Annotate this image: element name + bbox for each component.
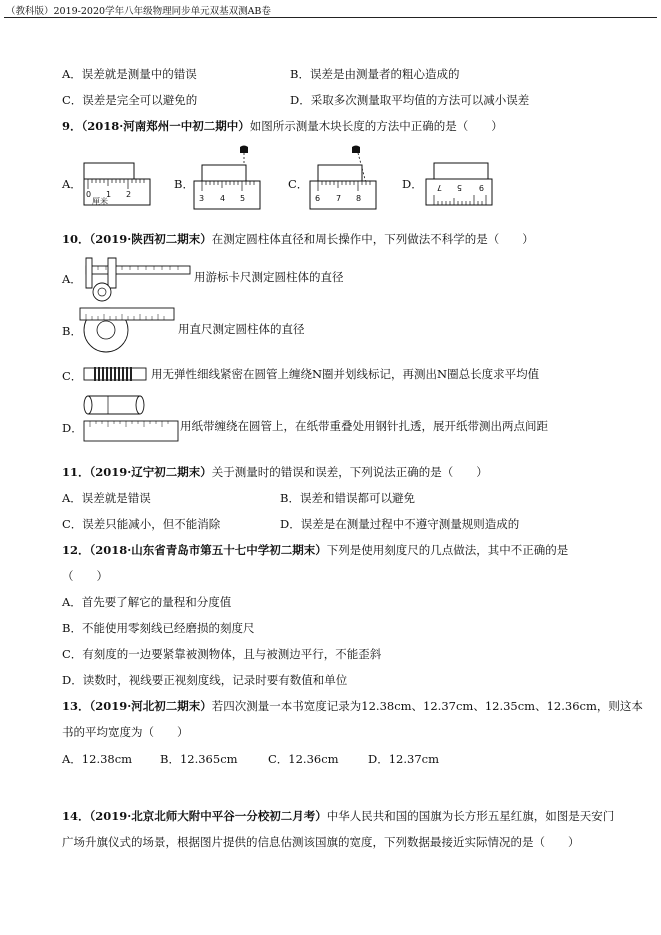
ruler-a-unit: 厘米 xyxy=(92,197,108,206)
q12-answer-blank: （ ） xyxy=(62,569,108,583)
q10-option-b: 用直尺测定圆柱体的直径 xyxy=(178,322,305,336)
q13-source: （2019·河北初二期末） xyxy=(89,699,212,713)
q12-option-d: D．读数时，视线要正视刻度线，记录时要有数值和单位 xyxy=(62,673,348,687)
ruler-d-label-1: 5 xyxy=(456,183,462,192)
q11-stem xyxy=(62,465,488,479)
q10-label-c: C． xyxy=(62,369,83,383)
q8-option-c: C．误差是完全可以避免的 xyxy=(62,93,198,107)
q13-option-a: A．12.38cm xyxy=(62,752,133,766)
q9-text: 如图所示测量木块长度的方法中正确的是（ ） xyxy=(249,119,503,133)
q10-figure-d xyxy=(80,393,180,445)
q10-option-a: 用游标卡尺测定圆柱体的直径 xyxy=(194,270,344,284)
q9-figure-a xyxy=(82,155,154,207)
q9-label-a: A． xyxy=(62,177,82,191)
q8-option-a: A．误差就是测量中的错误 xyxy=(62,67,197,81)
q10-option-d: 用纸带缠绕在圆管上，在纸带重叠处用钢针扎透，展开纸带测出两点间距 xyxy=(180,419,548,433)
q10-figure-b xyxy=(78,304,178,354)
q8-option-d: D．采取多次测量取平均值的方法可以减小误差 xyxy=(290,93,530,107)
q9-figure-c xyxy=(308,143,380,213)
q13-option-b: B．12.365cm xyxy=(160,752,238,766)
q10-label-a: A． xyxy=(62,272,82,286)
page-header: （教科版）2019-2020学年八年级物理同步单元双基双测AB卷 xyxy=(6,6,271,17)
q9-figure-d xyxy=(424,155,496,207)
ruler-d-label-0: 7 xyxy=(436,183,442,192)
q11-text: 关于测量时的错误和误差，下列说法正确的是（ ） xyxy=(211,465,488,479)
q12-stem xyxy=(62,543,568,557)
q9-stem xyxy=(62,119,503,133)
q10-option-c: 用无弹性细线紧密在圆管上缠绕N圈并划线标记，再测出N圈总长度求平均值 xyxy=(151,367,540,381)
q11-option-d: D．误差是在测量过程中不遵守测量规则造成的 xyxy=(280,517,520,531)
q12-number: 12． xyxy=(62,543,90,557)
q10-label-b: B． xyxy=(62,324,82,338)
ruler-b-label-0: 3 xyxy=(199,194,205,203)
q9-label-d: D． xyxy=(402,177,423,191)
q13-number: 13． xyxy=(62,699,90,713)
q13-text: 若四次测量一本书宽度记录为12.38cm、12.37cm、12.35cm、12.36cm，则这本 xyxy=(211,699,643,713)
header-divider xyxy=(4,17,657,18)
q11-option-b: B．误差和错误都可以避免 xyxy=(280,491,415,505)
q11-number: 11． xyxy=(62,465,90,479)
q14-number: 14． xyxy=(62,809,90,823)
q10-source: （2019·陕西初二期末） xyxy=(89,232,212,246)
q10-figure-a xyxy=(78,252,194,302)
q9-label-b: B． xyxy=(174,177,194,191)
q14-stem-continued: 广场升旗仪式的场景，根据图片提供的信息估测该国旗的宽度，下列数据最接近实际情况的是（ ） xyxy=(62,835,580,849)
q12-option-a: A．首先要了解它的量程和分度值 xyxy=(62,595,232,609)
q8-option-b: B．误差是由测量者的粗心造成的 xyxy=(290,67,460,81)
q9-figure-b xyxy=(192,143,264,213)
q10-number: 10． xyxy=(62,232,90,246)
q14-text: 中华人民共和国的国旗为长方形五星红旗，如图是天安门 xyxy=(326,809,615,823)
q12-source: （2018·山东省青岛市第五十七中学初二期末） xyxy=(89,543,327,557)
q13-stem-continued: 书的平均宽度为（ ） xyxy=(62,725,189,739)
q9-number: 9． xyxy=(62,119,82,133)
q10-stem xyxy=(62,232,534,246)
ruler-b-label-1: 4 xyxy=(220,194,226,203)
ruler-c-label-2: 8 xyxy=(356,194,362,203)
q14-source: （2019·北京北师大附中平谷一分校初二月考） xyxy=(89,809,327,823)
q12-option-c: C．有刻度的一边要紧靠被测物体，且与被测边平行，不能歪斜 xyxy=(62,647,382,661)
q10-figure-c xyxy=(80,362,150,386)
q13-stem xyxy=(62,699,643,713)
ruler-a-label-1: 1 xyxy=(106,190,112,199)
q13-option-d: D．12.37cm xyxy=(368,752,439,766)
ruler-a-label-0: 0 xyxy=(86,190,92,199)
ruler-c-label-0: 6 xyxy=(315,194,321,203)
q10-label-d: D． xyxy=(62,421,83,435)
q13-option-c: C．12.36cm xyxy=(268,752,339,766)
q12-text: 下列是使用刻度尺的几点做法，其中不正确的是 xyxy=(326,543,569,557)
q10-text: 在测定圆柱体直径和周长操作中，下列做法不科学的是（ ） xyxy=(211,232,534,246)
q12-option-b: B．不能使用零刻线已经磨损的刻度尺 xyxy=(62,621,255,635)
q9-source: （2018·河南郑州一中初二期中） xyxy=(81,119,250,133)
q11-option-c: C．误差只能减小，但不能消除 xyxy=(62,517,221,531)
ruler-b-label-2: 5 xyxy=(240,194,246,203)
q11-option-a: A．误差就是错误 xyxy=(62,491,151,505)
ruler-c-label-1: 7 xyxy=(336,194,342,203)
q11-source: （2019·辽宁初二期末） xyxy=(89,465,212,479)
ruler-a-label-2: 2 xyxy=(126,190,132,199)
eye-icon xyxy=(240,146,248,154)
eye-icon xyxy=(352,146,360,154)
ruler-d-label-2: 9 xyxy=(478,183,484,192)
q9-label-c: C． xyxy=(288,177,309,191)
q14-stem xyxy=(62,809,614,823)
